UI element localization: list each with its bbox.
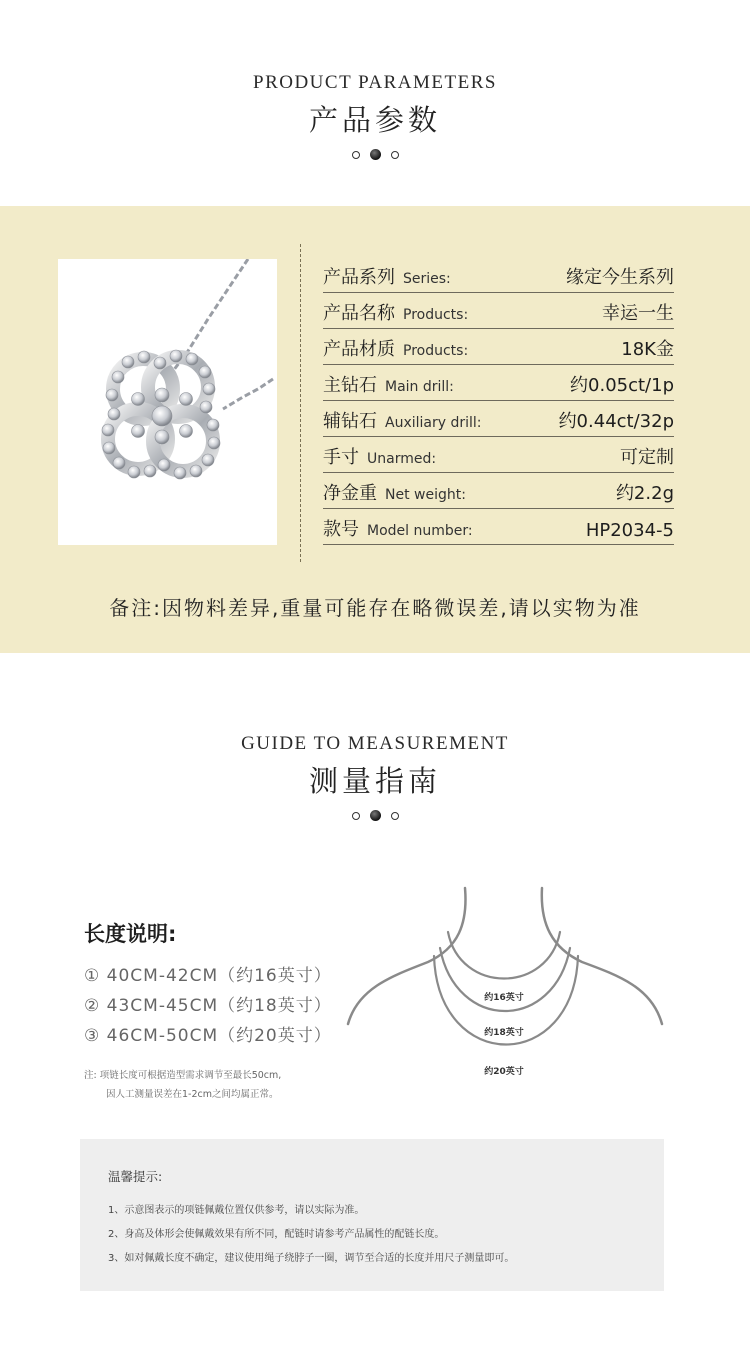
param-label-cn: 主钻石 <box>323 375 377 396</box>
dashed-divider <box>300 244 301 562</box>
length-item: ③ 46CM-50CM（约20英寸） <box>84 1026 332 1046</box>
measure-title-cn: 测量指南 <box>308 764 441 798</box>
chain-label-20: 约20英寸 <box>484 1067 524 1077</box>
param-label-cn: 产品名称 <box>323 303 395 324</box>
param-label-en: Series: <box>403 271 451 287</box>
param-label-cn: 款号 <box>323 519 359 540</box>
length-note <box>84 1066 281 1104</box>
params-title-en: PRODUCT PARAMETERS <box>253 72 497 93</box>
param-value: 缘定今生系列 <box>566 267 674 288</box>
param-value: 约0.44ct/32p <box>558 411 674 432</box>
length-item: ② 43CM-45CM（约18英寸） <box>84 996 332 1016</box>
product-photo <box>58 259 277 545</box>
param-label-en: Products: <box>403 307 469 323</box>
param-label-cn: 产品材质 <box>323 339 395 360</box>
dot-icon <box>391 151 399 159</box>
heading-dots <box>0 810 750 821</box>
neck-outline-left <box>348 888 466 1024</box>
param-label-cn: 手寸 <box>323 447 359 468</box>
tips-box <box>80 1139 664 1291</box>
length-note-line: 因人工测量误差在1-2cm之间均属正常。 <box>106 1089 279 1100</box>
measure-heading <box>0 733 750 821</box>
param-value: 可定制 <box>620 447 674 468</box>
param-row-size <box>323 437 674 473</box>
dot-icon <box>352 151 360 159</box>
length-note-line: 注: 项链长度可根据造型需求调节至最长50cm, <box>84 1070 282 1081</box>
measure-title-en: GUIDE TO MEASUREMENT <box>241 733 509 754</box>
dot-filled-icon <box>370 149 381 160</box>
param-row-product <box>323 293 674 329</box>
param-label-en: Main drill: <box>385 379 454 395</box>
length-title: 长度说明: <box>84 922 177 946</box>
param-value: 约2.2g <box>615 483 674 504</box>
param-row-material <box>323 329 674 365</box>
param-label-en: Auxiliary drill: <box>385 415 482 431</box>
heading-dots <box>0 149 750 160</box>
weight-remark: 备注:因物料差异,重量可能存在略微误差,请以实物为准 <box>109 596 641 620</box>
param-label-cn: 产品系列 <box>323 267 395 288</box>
chain-16 <box>448 932 560 979</box>
param-label-en: Unarmed: <box>367 451 437 467</box>
params-title-cn: 产品参数 <box>308 103 441 137</box>
param-row-model <box>323 509 674 545</box>
dot-filled-icon <box>370 810 381 821</box>
neck-outline-right <box>542 888 662 1024</box>
param-value: HP2034-5 <box>585 520 674 541</box>
necklace-pendant-image <box>58 259 277 545</box>
tips-title: 温馨提示: <box>108 1169 163 1184</box>
param-label-en: Products: <box>403 343 469 359</box>
tip-item: 3、如对佩戴长度不确定，建议使用绳子绕脖子一圈，调节至合适的长度并用尺子测量即可。 <box>108 1253 515 1264</box>
param-row-weight <box>323 473 674 509</box>
dot-icon <box>352 812 360 820</box>
param-label-en: Model number: <box>367 523 473 539</box>
params-band <box>0 206 750 653</box>
dot-icon <box>391 812 399 820</box>
chain-label-18: 约18英寸 <box>484 1028 524 1038</box>
params-table <box>323 257 674 545</box>
length-list <box>84 964 332 1054</box>
param-label-cn: 净金重 <box>323 483 377 504</box>
tip-item: 2、身高及体形会使佩戴效果有所不同，配链时请参考产品属性的配链长度。 <box>108 1229 445 1240</box>
param-value: 约0.05ct/1p <box>570 375 674 396</box>
chain-label-16: 约16英寸 <box>484 993 524 1003</box>
param-value: 18K金 <box>621 339 674 360</box>
param-label-en: Net weight: <box>385 487 466 503</box>
neck-diagram <box>340 884 670 1084</box>
tip-item: 1、示意图表示的项链佩戴位置仅供参考，请以实际为准。 <box>108 1205 365 1216</box>
param-row-series <box>323 257 674 293</box>
params-heading <box>0 72 750 160</box>
param-row-main-drill <box>323 365 674 401</box>
param-label-cn: 辅钻石 <box>323 411 377 432</box>
param-row-aux-drill <box>323 401 674 437</box>
length-item: ① 40CM-42CM（约16英寸） <box>84 966 332 986</box>
param-value: 幸运一生 <box>602 303 674 324</box>
